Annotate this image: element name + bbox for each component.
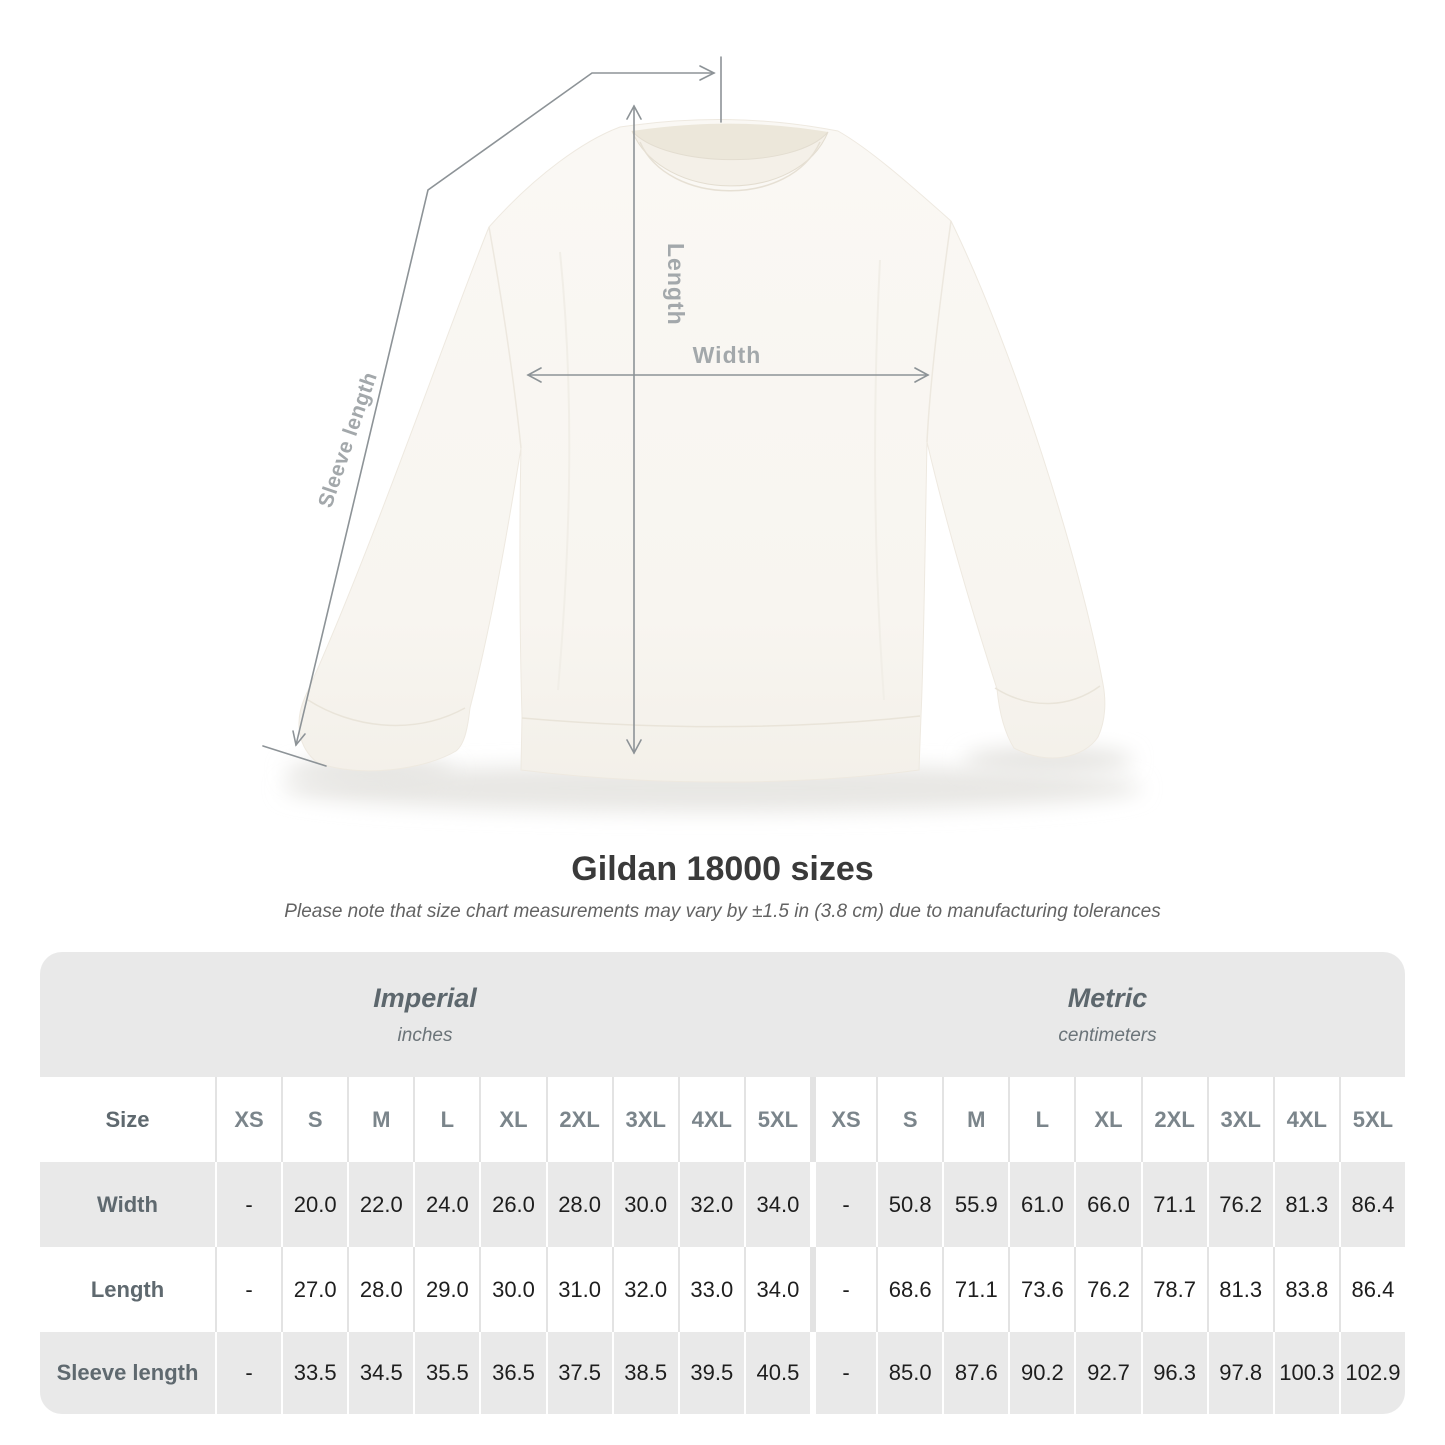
measurement-cell: 81.3 (1273, 1162, 1339, 1247)
size-column-header: 3XL (612, 1077, 678, 1162)
measurement-cell: 27.0 (281, 1247, 347, 1332)
measurement-cell: 28.0 (546, 1162, 612, 1247)
measurement-cell: 55.9 (942, 1162, 1008, 1247)
measurement-cell: 40.5 (744, 1332, 810, 1414)
sleeve-length-measure-label: Sleeve length (313, 368, 382, 511)
size-column-header: M (942, 1077, 1008, 1162)
measurement-cell: 83.8 (1273, 1247, 1339, 1332)
size-column-header: 5XL (1339, 1077, 1405, 1162)
measurement-cell: 29.0 (413, 1247, 479, 1332)
length-measure-label: Length (663, 243, 689, 326)
row-label: Size (105, 1106, 150, 1132)
measurement-cell: 97.8 (1207, 1332, 1273, 1414)
measurement-cell: 32.0 (612, 1247, 678, 1332)
measurement-cell: 34.5 (347, 1332, 413, 1414)
size-column-header: 4XL (678, 1077, 744, 1162)
measurement-cell: 76.2 (1207, 1162, 1273, 1247)
measurement-cell: 50.8 (876, 1162, 942, 1247)
size-column-header: L (413, 1077, 479, 1162)
measurement-cell: 34.0 (744, 1162, 810, 1247)
imperial-unit-label: inches (397, 1024, 453, 1046)
metric-header (810, 952, 1405, 1077)
size-column-header: S (876, 1077, 942, 1162)
measurement-cell: 20.0 (281, 1162, 347, 1247)
measurement-cell: 68.6 (876, 1247, 942, 1332)
row-label: Sleeve length (56, 1360, 199, 1386)
measurement-cell: 22.0 (347, 1162, 413, 1247)
size-column-header: 2XL (1141, 1077, 1207, 1162)
size-column-header: XS (215, 1077, 281, 1162)
measurement-cell: 28.0 (347, 1247, 413, 1332)
page-title: Gildan 18000 sizes (571, 850, 874, 888)
size-table-body (40, 1077, 1405, 1414)
size-column-header: L (1008, 1077, 1074, 1162)
measurement-cell: 33.5 (281, 1332, 347, 1414)
table-row (40, 1247, 1405, 1332)
tolerance-note: Please note that size chart measurements may vary by ±1.5 in (3.8 cm) due to manufacturing tolerances (284, 900, 1161, 922)
measurement-cell: 96.3 (1141, 1332, 1207, 1414)
table-row (40, 1162, 1405, 1247)
size-column-header: XS (810, 1077, 876, 1162)
size-column-header: 2XL (546, 1077, 612, 1162)
width-measure-label: Width (692, 342, 762, 368)
size-column-header: S (281, 1077, 347, 1162)
measurement-cell: 76.2 (1074, 1247, 1140, 1332)
measurement-cell: 35.5 (413, 1332, 479, 1414)
measurement-cell: 39.5 (678, 1332, 744, 1414)
size-column-header: M (347, 1077, 413, 1162)
measurement-cell: 102.9 (1339, 1332, 1405, 1414)
table-row (40, 1332, 1405, 1414)
measurement-cell: 24.0 (413, 1162, 479, 1247)
row-label: Width (97, 1191, 158, 1217)
measurement-cell: - (215, 1247, 281, 1332)
measurement-cell: 32.0 (678, 1162, 744, 1247)
measurement-cell: 36.5 (479, 1332, 545, 1414)
unit-header-row (40, 952, 1405, 1077)
imperial-header (40, 952, 810, 1077)
measurement-cell: 30.0 (612, 1162, 678, 1247)
measurement-cell: 90.2 (1008, 1332, 1074, 1414)
measurement-cell: 37.5 (546, 1332, 612, 1414)
measurement-cell: 66.0 (1074, 1162, 1140, 1247)
row-label: Length (90, 1276, 165, 1302)
size-column-header: XL (1074, 1077, 1140, 1162)
size-header-row (40, 1077, 1405, 1162)
measurement-cell: 71.1 (942, 1247, 1008, 1332)
measurement-cell: 86.4 (1339, 1247, 1405, 1332)
size-column-header: 4XL (1273, 1077, 1339, 1162)
measurement-cell: - (215, 1162, 281, 1247)
measurement-cell: 34.0 (744, 1247, 810, 1332)
measurement-cell: 85.0 (876, 1332, 942, 1414)
size-column-header: 5XL (744, 1077, 810, 1162)
measurement-cell: - (810, 1247, 876, 1332)
imperial-label: Imperial (373, 982, 477, 1013)
measurement-cell: 71.1 (1141, 1162, 1207, 1247)
measurement-cell: 33.0 (678, 1247, 744, 1332)
size-column-header: 3XL (1207, 1077, 1273, 1162)
metric-label: Metric (1067, 982, 1148, 1013)
measurement-cell: 38.5 (612, 1332, 678, 1414)
measurement-cell: 86.4 (1339, 1162, 1405, 1247)
size-chart-table (40, 952, 1405, 1414)
measurement-cell: 30.0 (479, 1247, 545, 1332)
measurement-cell: 61.0 (1008, 1162, 1074, 1247)
size-column-header: XL (479, 1077, 545, 1162)
measurement-cell: - (215, 1332, 281, 1414)
measurement-cell: 92.7 (1074, 1332, 1140, 1414)
measurement-cell: 81.3 (1207, 1247, 1273, 1332)
sweatshirt-graphic (299, 120, 1105, 782)
measurement-cell: - (810, 1332, 876, 1414)
measurement-cell: 100.3 (1273, 1332, 1339, 1414)
measurement-cell: 26.0 (479, 1162, 545, 1247)
metric-unit-label: centimeters (1058, 1024, 1157, 1046)
measurement-cell: 73.6 (1008, 1247, 1074, 1332)
measurement-cell: - (810, 1162, 876, 1247)
measurement-cell: 78.7 (1141, 1247, 1207, 1332)
measurement-cell: 31.0 (546, 1247, 612, 1332)
measurement-cell: 87.6 (942, 1332, 1008, 1414)
